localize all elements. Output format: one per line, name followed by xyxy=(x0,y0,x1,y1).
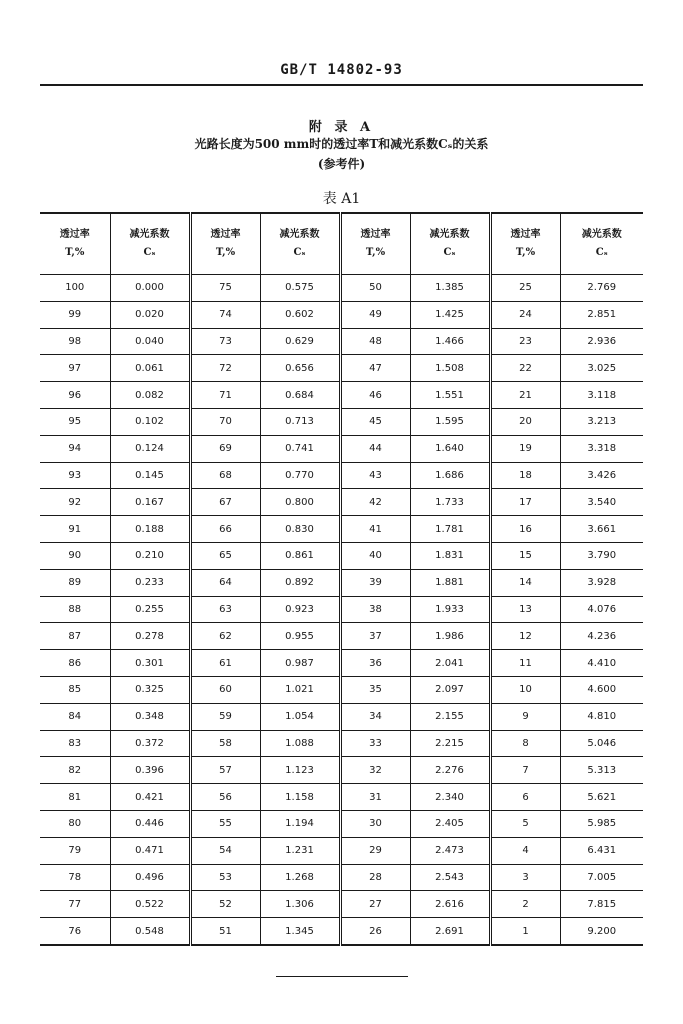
coefficient-cell: 1.986 xyxy=(410,623,490,650)
transmittance-cell: 80 xyxy=(40,810,110,837)
transmittance-cell: 63 xyxy=(190,596,260,623)
coefficient-cell: 1.508 xyxy=(410,355,490,382)
coefficient-cell: 2.405 xyxy=(410,810,490,837)
coefficient-cell: 9.200 xyxy=(587,925,617,937)
table-row xyxy=(40,757,643,784)
coefficient-cell: 7.005 xyxy=(560,864,643,891)
coefficient-cell: 2.851 xyxy=(560,301,643,328)
transmittance-cell: 47 xyxy=(340,355,410,382)
coefficient-cell: 1.686 xyxy=(410,462,490,489)
coefficient-cell: 0.102 xyxy=(110,408,190,435)
header-unit: T,% xyxy=(365,247,386,258)
table-row xyxy=(40,918,643,945)
coefficient-cell: 0.923 xyxy=(260,596,340,623)
table-header-row xyxy=(40,213,643,275)
header-transmittance-3 xyxy=(340,213,410,275)
coefficient-cell: 2.097 xyxy=(410,676,490,703)
coefficient-cell: 0.830 xyxy=(260,516,340,543)
coefficient-cell: 3.661 xyxy=(560,516,643,543)
table-row xyxy=(40,542,643,569)
coefficient-cell: 0.188 xyxy=(110,516,190,543)
coefficient-cell: 5.313 xyxy=(560,757,643,784)
coefficient-cell: 7.815 xyxy=(560,891,643,918)
transmittance-cell: 59 xyxy=(190,703,260,730)
header-rule xyxy=(40,84,643,86)
table-row xyxy=(40,730,643,757)
transmittance-cell: 76 xyxy=(40,918,110,945)
transmittance-cell: 3 xyxy=(490,864,560,891)
coefficient-cell: 0.713 xyxy=(260,408,340,435)
coefficient-cell: 1.831 xyxy=(410,542,490,569)
coefficient-cell: 0.167 xyxy=(110,489,190,516)
transmittance-cell: 27 xyxy=(340,891,410,918)
coefficient-cell: 0.496 xyxy=(110,864,190,891)
transmittance-cell: 77 xyxy=(40,891,110,918)
table-row xyxy=(40,650,643,677)
table-row xyxy=(40,435,643,462)
transmittance-cell: 90 xyxy=(40,542,110,569)
header-label: 透过率 xyxy=(510,229,541,240)
header-label: 透过率 xyxy=(360,229,391,240)
header-transmittance-2 xyxy=(190,213,260,275)
coefficient-cell: 0.656 xyxy=(260,355,340,382)
transmittance-cell: 81 xyxy=(40,784,110,811)
coefficient-cell: 0.301 xyxy=(110,650,190,677)
transmittance-cell: 24 xyxy=(490,301,560,328)
coefficient-cell: 3.426 xyxy=(560,462,643,489)
transmittance-cell: 85 xyxy=(40,676,110,703)
transmittance-cell: 75 xyxy=(190,275,260,302)
bottom-rule xyxy=(276,976,408,977)
transmittance-cell: 78 xyxy=(40,864,110,891)
coefficient-cell: 0.233 xyxy=(110,569,190,596)
coefficient-cell: 3.025 xyxy=(560,355,643,382)
coefficient-cell: 0.741 xyxy=(260,435,340,462)
transmittance-cell: 92 xyxy=(40,489,110,516)
coefficient-cell: 0.770 xyxy=(260,462,340,489)
coefficient-cell: 0.602 xyxy=(260,301,340,328)
transmittance-cell: 38 xyxy=(340,596,410,623)
coefficient-cell: 4.236 xyxy=(560,623,643,650)
transmittance-cell: 72 xyxy=(190,355,260,382)
coefficient-cell: 1.194 xyxy=(260,810,340,837)
table-row xyxy=(40,569,643,596)
transmittance-cell: 33 xyxy=(340,730,410,757)
table-row xyxy=(40,328,643,355)
transmittance-cell: 1 xyxy=(490,918,560,945)
coefficient-cell: 0.892 xyxy=(260,569,340,596)
transmittance-cell: 62 xyxy=(190,623,260,650)
table-row xyxy=(40,837,643,864)
transmittance-cell: 74 xyxy=(190,301,260,328)
coefficient-cell: 4.410 xyxy=(560,650,643,677)
coefficient-cell: 0.210 xyxy=(110,542,190,569)
coefficient-cell: 0.082 xyxy=(110,382,190,409)
transmittance-cell: 21 xyxy=(490,382,560,409)
table-row xyxy=(40,810,643,837)
transmittance-cell: 39 xyxy=(340,569,410,596)
transmittance-cell: 54 xyxy=(190,837,260,864)
coefficient-cell: 0.800 xyxy=(260,489,340,516)
transmittance-cell: 35 xyxy=(340,676,410,703)
transmittance-cell: 23 xyxy=(490,328,560,355)
coefficient-cell: 1.231 xyxy=(260,837,340,864)
transmittance-cell: 83 xyxy=(40,730,110,757)
appendix-title: 附 录 A xyxy=(308,120,375,135)
coefficient-cell: 3.790 xyxy=(560,542,643,569)
coefficient-cell: 1.551 xyxy=(410,382,490,409)
transmittance-cell: 17 xyxy=(490,489,560,516)
coefficient-cell: 2.769 xyxy=(560,275,643,302)
transmittance-cell: 42 xyxy=(340,489,410,516)
transmittance-cell: 55 xyxy=(190,810,260,837)
coefficient-cell: 1.425 xyxy=(410,301,490,328)
transmittance-cell: 94 xyxy=(40,435,110,462)
transmittance-cell: 36 xyxy=(340,650,410,677)
coefficient-cell: 0.124 xyxy=(110,435,190,462)
coefficient-cell: 1.306 xyxy=(260,891,340,918)
coefficient-cell: 2.340 xyxy=(410,784,490,811)
table-row xyxy=(40,408,643,435)
transmittance-cell: 84 xyxy=(40,703,110,730)
coefficient-cell: 1.158 xyxy=(260,784,340,811)
coefficient-cell: 0.446 xyxy=(110,810,190,837)
coefficient-cell: 6.431 xyxy=(560,837,643,864)
transmittance-cell: 4 xyxy=(490,837,560,864)
transmittance-cell: 67 xyxy=(190,489,260,516)
transmittance-cell: 95 xyxy=(40,408,110,435)
transmittance-cell: 65 xyxy=(190,542,260,569)
coefficient-cell: 0.575 xyxy=(260,275,340,302)
transmittance-cell: 96 xyxy=(40,382,110,409)
transmittance-cell: 29 xyxy=(340,837,410,864)
transmittance-cell: 5 xyxy=(490,810,560,837)
coefficient-cell: 4.076 xyxy=(560,596,643,623)
coefficient-cell: 0.255 xyxy=(110,596,190,623)
transmittance-cell: 14 xyxy=(490,569,560,596)
header-unit: Cₛ xyxy=(293,247,306,258)
table-title: 表 A1 xyxy=(322,191,361,207)
coefficient-cell: 0.548 xyxy=(110,918,190,945)
transmittance-cell: 34 xyxy=(340,703,410,730)
transmittance-cell: 48 xyxy=(340,328,410,355)
transmittance-cell: 73 xyxy=(190,328,260,355)
coefficient-cell: 0.861 xyxy=(260,542,340,569)
header-label: 减光系数 xyxy=(581,229,622,240)
coefficient-cell: 0.348 xyxy=(110,703,190,730)
header-coefficient-1 xyxy=(110,213,190,275)
transmittance-cell: 86 xyxy=(40,650,110,677)
coefficient-cell: 2.276 xyxy=(410,757,490,784)
coefficient-cell: 1.054 xyxy=(260,703,340,730)
table-row xyxy=(40,516,643,543)
transmittance-cell: 98 xyxy=(40,328,110,355)
transmittance-cell: 30 xyxy=(340,810,410,837)
header-unit: Cₛ xyxy=(143,247,156,258)
transmittance-cell: 31 xyxy=(340,784,410,811)
coefficient-cell: 1.881 xyxy=(410,569,490,596)
coefficient-cell: 0.684 xyxy=(260,382,340,409)
transmittance-cell: 70 xyxy=(190,408,260,435)
coefficient-cell: 0.987 xyxy=(260,650,340,677)
coefficient-cell: 1.733 xyxy=(410,489,490,516)
header-unit: Cₛ xyxy=(595,247,608,258)
coefficient-cell: 2.543 xyxy=(410,864,490,891)
transmittance-cell: 93 xyxy=(40,462,110,489)
header-transmittance-1 xyxy=(40,213,110,275)
coefficient-cell: 3.540 xyxy=(560,489,643,516)
header-label: 减光系数 xyxy=(279,229,320,240)
appendix-note: (参考件) xyxy=(317,157,366,171)
transmittance-cell: 12 xyxy=(490,623,560,650)
coefficient-cell: 1.640 xyxy=(410,435,490,462)
coefficient-cell: 5.046 xyxy=(560,730,643,757)
table-row xyxy=(40,864,643,891)
transmittance-cell: 11 xyxy=(490,650,560,677)
coefficient-cell: 0.145 xyxy=(110,462,190,489)
table-row xyxy=(40,355,643,382)
transmittance-cell: 97 xyxy=(40,355,110,382)
table-row xyxy=(40,623,643,650)
coefficient-cell: 0.325 xyxy=(110,676,190,703)
transmittance-cell: 57 xyxy=(190,757,260,784)
transmittance-cell: 100 xyxy=(40,275,110,302)
transmittance-cell: 40 xyxy=(340,542,410,569)
header-unit: T,% xyxy=(65,247,85,258)
coefficient-cell: 2.936 xyxy=(560,328,643,355)
transmittance-cell: 37 xyxy=(340,623,410,650)
coefficient-cell: 0.020 xyxy=(110,301,190,328)
header-unit: T,% xyxy=(515,247,536,258)
transmittance-cell: 8 xyxy=(490,730,560,757)
transmittance-cell: 44 xyxy=(340,435,410,462)
transmittance-cell: 25 xyxy=(490,275,560,302)
coefficient-cell: 0.061 xyxy=(110,355,190,382)
transmittance-cell: 22 xyxy=(490,355,560,382)
coefficient-cell: 1.466 xyxy=(410,328,490,355)
transmittance-cell: 50 xyxy=(340,275,410,302)
transmittance-cell: 19 xyxy=(490,435,560,462)
transmittance-cell: 13 xyxy=(490,596,560,623)
header-label: 透过率 xyxy=(210,229,241,240)
transmittance-cell: 26 xyxy=(340,918,410,945)
transmittance-cell: 91 xyxy=(40,516,110,543)
transmittance-cell: 69 xyxy=(190,435,260,462)
coefficient-cell: 2.473 xyxy=(410,837,490,864)
transmittance-cell: 32 xyxy=(340,757,410,784)
coefficient-cell: 1.933 xyxy=(410,596,490,623)
table-row xyxy=(40,275,643,302)
coefficient-cell: 1.595 xyxy=(410,408,490,435)
coefficient-cell: 1.123 xyxy=(260,757,340,784)
header-transmittance-4 xyxy=(490,213,560,275)
transmittance-cell: 64 xyxy=(190,569,260,596)
coefficient-cell: 1.268 xyxy=(260,864,340,891)
coefficient-cell: 0.471 xyxy=(110,837,190,864)
coefficient-cell: 4.600 xyxy=(560,676,643,703)
coefficient-cell: 1.088 xyxy=(260,730,340,757)
coefficient-cell: 0.421 xyxy=(110,784,190,811)
table-row xyxy=(40,301,643,328)
header-label: 减光系数 xyxy=(429,229,470,240)
table-row xyxy=(40,596,643,623)
coefficient-cell: 2.691 xyxy=(410,918,490,945)
coefficient-cell: 1.385 xyxy=(410,275,490,302)
transmittance-cell: 15 xyxy=(490,542,560,569)
transmittance-cell: 20 xyxy=(490,408,560,435)
coefficient-cell: 5.985 xyxy=(560,810,643,837)
transmittance-cell: 53 xyxy=(190,864,260,891)
transmittance-cell: 28 xyxy=(340,864,410,891)
transmittance-cell: 45 xyxy=(340,408,410,435)
transmittance-cell: 43 xyxy=(340,462,410,489)
coefficient-cell: 3.213 xyxy=(560,408,643,435)
header-label: 减光系数 xyxy=(129,229,170,240)
transmittance-cell: 2 xyxy=(490,891,560,918)
transmittance-cell: 49 xyxy=(340,301,410,328)
transmittance-cell: 61 xyxy=(190,650,260,677)
transmittance-cell: 56 xyxy=(190,784,260,811)
coefficient-cell: 0.372 xyxy=(110,730,190,757)
transmittance-cell: 68 xyxy=(190,462,260,489)
coefficient-cell: 2.215 xyxy=(410,730,490,757)
transmittance-cell: 88 xyxy=(40,596,110,623)
transmittance-cell: 82 xyxy=(40,757,110,784)
header-label: 透过率 xyxy=(59,229,90,240)
coefficient-cell: 0.000 xyxy=(110,275,190,302)
table-row xyxy=(40,462,643,489)
coefficient-cell: 2.041 xyxy=(410,650,490,677)
coefficient-cell: 3.318 xyxy=(560,435,643,462)
transmittance-cell: 18 xyxy=(490,462,560,489)
coefficient-cell: 3.928 xyxy=(560,569,643,596)
standard-id-header: GB/T 14802-93 xyxy=(280,62,403,78)
table-row xyxy=(40,382,643,409)
header-coefficient-4 xyxy=(560,213,643,275)
transmittance-cell: 58 xyxy=(190,730,260,757)
table-row xyxy=(40,703,643,730)
coefficient-cell: 0.522 xyxy=(110,891,190,918)
header-unit: Cₛ xyxy=(443,247,456,258)
table-row xyxy=(40,676,643,703)
transmittance-cell: 10 xyxy=(490,676,560,703)
header-coefficient-3 xyxy=(410,213,490,275)
coefficient-cell: 1.781 xyxy=(410,516,490,543)
transmittance-cell: 52 xyxy=(190,891,260,918)
transmittance-cell: 87 xyxy=(40,623,110,650)
transmittance-cell: 51 xyxy=(190,918,260,945)
transmittance-cell: 60 xyxy=(190,676,260,703)
coefficient-cell: 0.629 xyxy=(260,328,340,355)
coefficient-cell: 2.155 xyxy=(410,703,490,730)
transmittance-cell: 41 xyxy=(340,516,410,543)
coefficient-cell: 5.621 xyxy=(560,784,643,811)
table-row xyxy=(40,891,643,918)
transmittance-cell: 9 xyxy=(490,703,560,730)
appendix-subtitle: 光路长度为500 mm时的透过率T和减光系数Cₛ的关系 xyxy=(194,137,489,151)
coefficient-cell: 2.616 xyxy=(410,891,490,918)
transmittance-cell: 7 xyxy=(490,757,560,784)
transmittance-cell: 79 xyxy=(40,837,110,864)
coefficient-cell: 0.278 xyxy=(110,623,190,650)
coefficient-cell: 1.021 xyxy=(260,676,340,703)
transmittance-cell: 71 xyxy=(190,382,260,409)
transmittance-cell: 99 xyxy=(40,301,110,328)
coefficient-cell: 0.955 xyxy=(260,623,340,650)
coefficient-cell: 3.118 xyxy=(560,382,643,409)
transmittance-cell: 89 xyxy=(40,569,110,596)
transmittance-cell: 66 xyxy=(190,516,260,543)
table-body xyxy=(40,275,643,945)
transmittance-cell: 16 xyxy=(490,516,560,543)
coefficient-cell: 4.810 xyxy=(560,703,643,730)
table-row xyxy=(40,784,643,811)
transmittance-cell: 46 xyxy=(340,382,410,409)
coefficient-cell: 0.396 xyxy=(110,757,190,784)
transmittance-cell: 6 xyxy=(490,784,560,811)
transmittance-table xyxy=(40,212,643,946)
header-unit: T,% xyxy=(215,247,236,258)
table-row xyxy=(40,489,643,516)
coefficient-cell: 1.345 xyxy=(260,918,340,945)
header-coefficient-2 xyxy=(260,213,340,275)
coefficient-cell: 0.040 xyxy=(110,328,190,355)
